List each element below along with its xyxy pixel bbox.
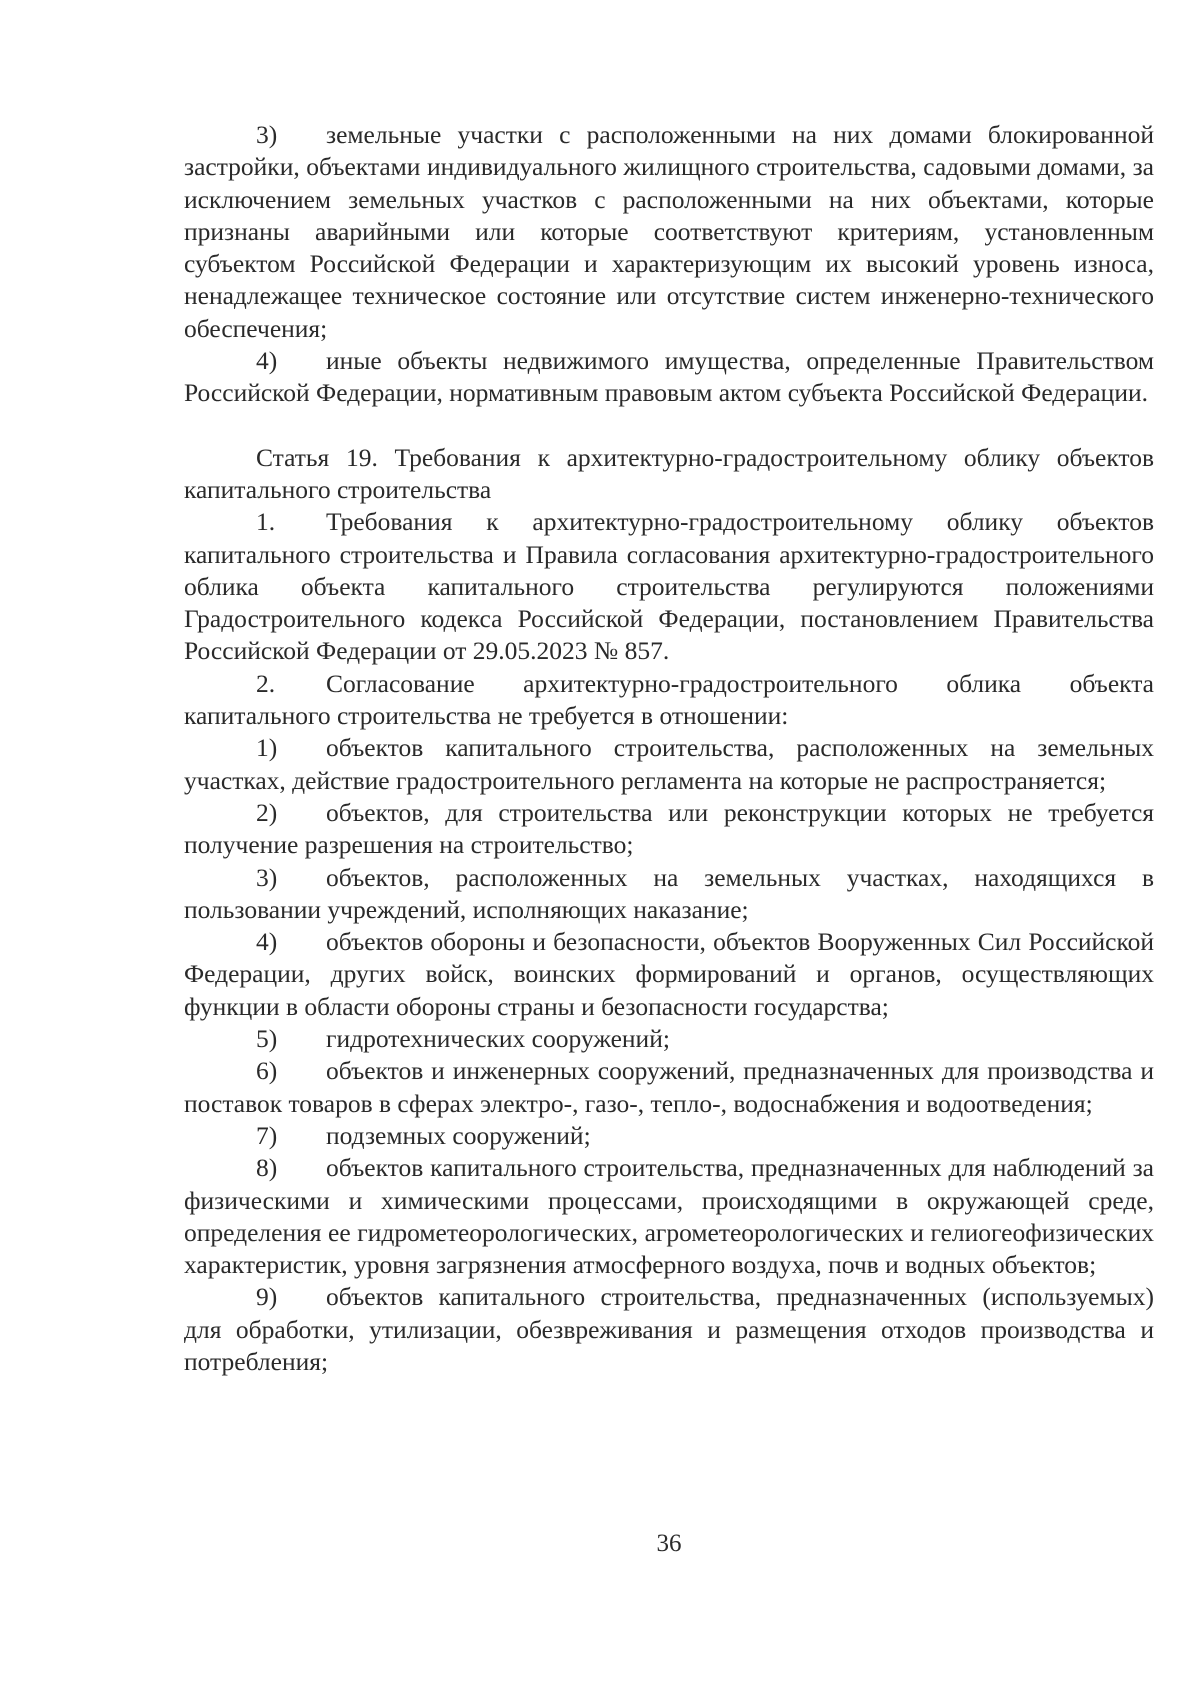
- item-text: объектов, расположенных на земельных участках, находящихся в пользовании учреждений, исполняющих наказание;: [184, 862, 1154, 924]
- clause: [184, 668, 1154, 733]
- item-text: объектов, для строительства или реконструкции которых не требуется получение разрешения на строительство;: [184, 797, 1154, 860]
- clause-number: 2.: [256, 668, 276, 698]
- item-number: 2): [256, 797, 278, 827]
- item-text: гидротехнических сооружений;: [326, 1024, 670, 1054]
- list-item: [184, 1152, 1154, 1281]
- list-item: [184, 1023, 1154, 1055]
- item-number: 4): [256, 346, 278, 376]
- item-text: объектов капитального строительства, предназначенных (используемых) для обработки, утилизации, обезвреживания и размещения отходов производства и потребления;: [184, 1282, 1154, 1376]
- item-number: 3): [256, 862, 278, 892]
- page-number: 36: [656, 1530, 682, 1557]
- item-number: 7): [256, 1120, 278, 1150]
- item-number: 3): [256, 120, 278, 149]
- list-item: [184, 797, 1154, 862]
- item-text: объектов и инженерных сооружений, предназначенных для производства и поставок товаров в сферах электро-, газо-, тепло-, водоснабжения и водоотведения;: [184, 1056, 1154, 1118]
- clause-text: Требования к архитектурно-градостроительному облику объектов капитального строительства и Правила согласования архитектурно-градостроительного облика объекта капитального строительства регулируются положениями Градостроительного кодекса Российской Федерации, постановлением Правительства Российской Федерации от 29.05.2023 № 857.: [184, 507, 1154, 666]
- item-text: объектов капитального строительства, расположенных на земельных участках, действие градостроительного регламента на которые не распространяется;: [184, 733, 1154, 795]
- list-item: [184, 1120, 1154, 1152]
- item-text: подземных сооружений;: [326, 1120, 591, 1150]
- item-number: 9): [256, 1282, 278, 1312]
- item-number: 8): [256, 1153, 278, 1183]
- list-item: [184, 119, 1154, 345]
- document-body: [184, 119, 1154, 1378]
- item-text: объектов капитального строительства, предназначенных для наблюдений за физическими и химическими процессами, происходящими в окружающей среде, определения ее гидрометеорологических, агрометеорологических и гелиогеофизических характеристик, уровня загрязнения атмосферного воздуха, почв и водных объектов;: [184, 1153, 1154, 1280]
- item-number: 5): [256, 1024, 278, 1054]
- item-text: иные объекты недвижимого имущества, определенные Правительством Российской Федерации, нормативным правовым актом субъекта Российской Федерации.: [184, 346, 1154, 408]
- list-item: [184, 862, 1154, 927]
- clause: [184, 506, 1154, 667]
- clause-text: Согласование архитектурно-градостроительного облика объекта капитального строительства не требуется в отношении:: [184, 668, 1154, 731]
- clause-number: 1.: [256, 507, 276, 537]
- item-text: земельные участки с расположенными на них домами блокированной застройки, объектами индивидуального жилищного строительства, садовыми домами, за исключением земельных участков с расположенными на них объектами, которые признаны аварийными или которые соответствуют критериям, установленным субъектом Российской Федерации и характеризующим их высокий уровень износа, ненадлежащее техническое состояние или отсутствие систем инженерно-технического обеспечения;: [184, 120, 1154, 343]
- article-heading: Статья 19. Требования к архитектурно-градостроительному облику объектов капитального строительства: [184, 442, 1154, 504]
- item-number: 1): [256, 733, 278, 763]
- item-text: объектов обороны и безопасности, объектов Вооруженных Сил Российской Федерации, других войск, воинских формирований и органов, осуществляющих функции в области обороны страны и безопасности государства;: [184, 927, 1154, 1021]
- list-item: [184, 1055, 1154, 1120]
- list-item: [184, 732, 1154, 797]
- list-item: [184, 926, 1154, 1023]
- item-number: 4): [256, 927, 278, 957]
- list-item: [184, 1281, 1154, 1378]
- list-item: [184, 345, 1154, 410]
- item-number: 6): [256, 1056, 278, 1086]
